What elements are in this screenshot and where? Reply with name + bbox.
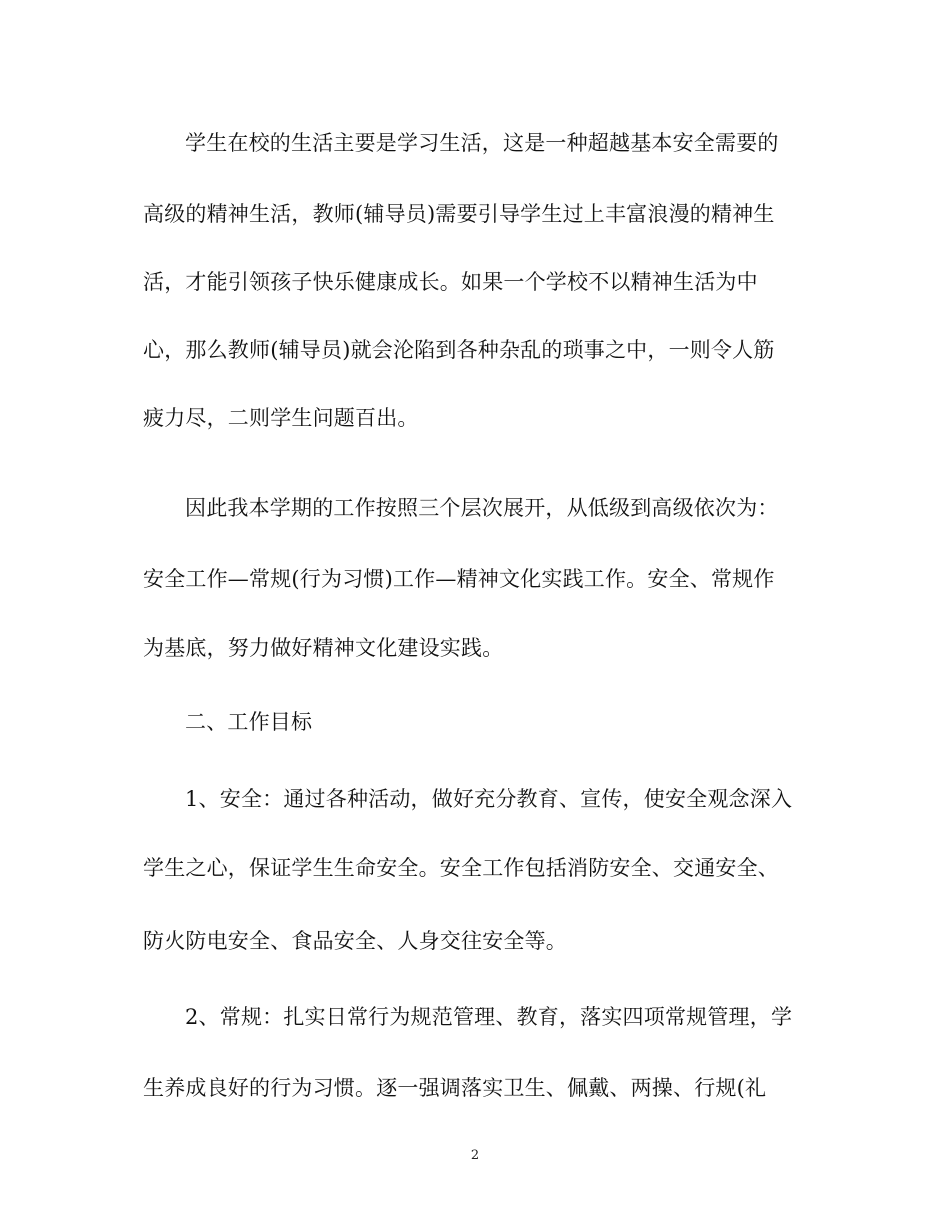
section-heading: 二、工作目标 xyxy=(185,710,313,734)
paragraph-1-line-4: 心，那么教师(辅导员)就会沦陷到各种杂乱的琐事之中，一则令人筋 xyxy=(143,338,775,362)
paragraph-3-line-3: 防火防电安全、食品安全、人身交往安全等。 xyxy=(143,929,567,953)
paragraph-3-line-2: 学生之心，保证学生生命安全。安全工作包括消防安全、交通安全、 xyxy=(143,856,779,880)
paragraph-1-line-1: 学生在校的生活主要是学习生活，这是一种超越基本安全需要的 xyxy=(185,131,779,155)
paragraph-1-line-3: 活，才能引领孩子快乐健康成长。如果一个学校不以精神生活为中 xyxy=(143,270,758,294)
paragraph-4-line-1: 2、常规：扎实日常行为规范管理、教育，落实四项常规管理，学 xyxy=(185,1005,793,1029)
paragraph-2-line-2: 安全工作—常规(行为习惯)工作—精神文化实践工作。安全、常规作 xyxy=(143,567,775,591)
paragraph-3-line-1: 1、安全：通过各种活动，做好充分教育、宣传，使安全观念深入 xyxy=(185,787,793,811)
page-number: 2 xyxy=(470,1148,480,1163)
paragraph-1-line-2: 高级的精神生活，教师(辅导员)需要引导学生过上丰富浪漫的精神生 xyxy=(143,202,775,226)
paragraph-2-line-3: 为基底，努力做好精神文化建设实践。 xyxy=(143,636,504,660)
paragraph-4-line-2: 生养成良好的行为习惯。逐一强调落实卫生、佩戴、两操、行规(礼 xyxy=(143,1076,767,1100)
paragraph-2-line-1: 因此我本学期的工作按照三个层次展开，从低级到高级依次为： xyxy=(185,496,779,520)
paragraph-1-line-5: 疲力尽，二则学生问题百出。 xyxy=(143,406,419,430)
